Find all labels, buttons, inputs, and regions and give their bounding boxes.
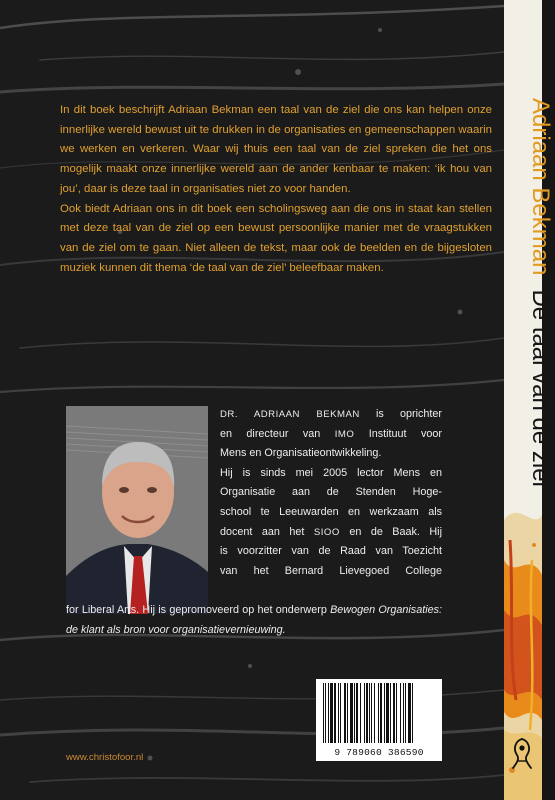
blurb-text — [60, 101, 492, 278]
author-bio — [220, 405, 442, 581]
bio-line-1: is oprichter — [359, 408, 442, 420]
bio-line-6: school te Leeuwarden en werkzaam als — [220, 505, 442, 518]
bio-line-2b: Instituut voor — [354, 427, 442, 440]
bio-thesis-title: Bewogen Organisaties: de klant als bron voor organisatievernieuwing. — [66, 604, 442, 636]
bio-line-4: Hij is sinds mei 2005 lector Mens en — [220, 466, 442, 479]
book-spine — [504, 0, 554, 800]
bio-line-7b: en de Baak. Hij — [339, 525, 442, 538]
bio-closing — [66, 601, 442, 640]
publisher-logo-icon — [509, 735, 535, 773]
author-photo — [66, 406, 208, 614]
isbn-barcode — [316, 679, 442, 761]
bio-line-8: is voorzitter van de Raad van Toezicht — [220, 545, 442, 558]
isbn-number: 9 789060 386590 — [334, 747, 424, 758]
bio-line-9: van het Bernard Lievegoed College — [220, 564, 442, 577]
author-name-smallcaps: DR. ADRIAAN BEKMAN — [220, 409, 360, 420]
bio-line-3: Mens en Organisatieontwikkeling. — [220, 447, 382, 460]
bio-line-2a: en directeur van — [220, 427, 335, 440]
spine-label — [525, 98, 555, 568]
bio-line-10: for Liberal Arts. Hij is gepromoveerd op het onderwerp — [66, 604, 331, 616]
bio-line-5: Organisatie aan de Stenden Hoge- — [220, 486, 442, 499]
spine-author: Adriaan Bekman — [527, 98, 554, 276]
org-sioo: SIOO — [313, 526, 340, 538]
barcode-bars — [321, 683, 437, 745]
spine-title: De taal van de ziel — [527, 289, 554, 487]
blurb-paragraph-1: In dit boek beschrijft Adriaan Bekman een taal van de ziel die ons kan helpen onze innerlijke wereld bewust uit te drukken in de organisaties en gemeenschappen waarin we werken en verkeren. Waar wij thuis een taal van de ziel spreken die het ons mogelijk maakt onze innerlijke wereld aan de ander kenbaar te maken: ‘ik hou van jou’, daar is deze taal in organisaties niet zo voor handen. — [60, 104, 492, 195]
blurb-paragraph-2: Ook biedt Adriaan ons in dit boek een scholingsweg aan die ons in staat kan stellen met deze taal van de ziel op een bewust persoonlijke manier met de vraagstukken van de ziel om te gaan. Niet alleen de tekst, maar ook de beelden en de bijgesloten muziek kunnen dit thema ‘de taal van de ziel’ beleefbaar maken. — [60, 202, 492, 274]
publisher-website: www.christofoor.nl — [66, 752, 144, 763]
bio-line-7a: docent aan het — [220, 525, 314, 538]
org-imo: IMO — [334, 428, 355, 440]
